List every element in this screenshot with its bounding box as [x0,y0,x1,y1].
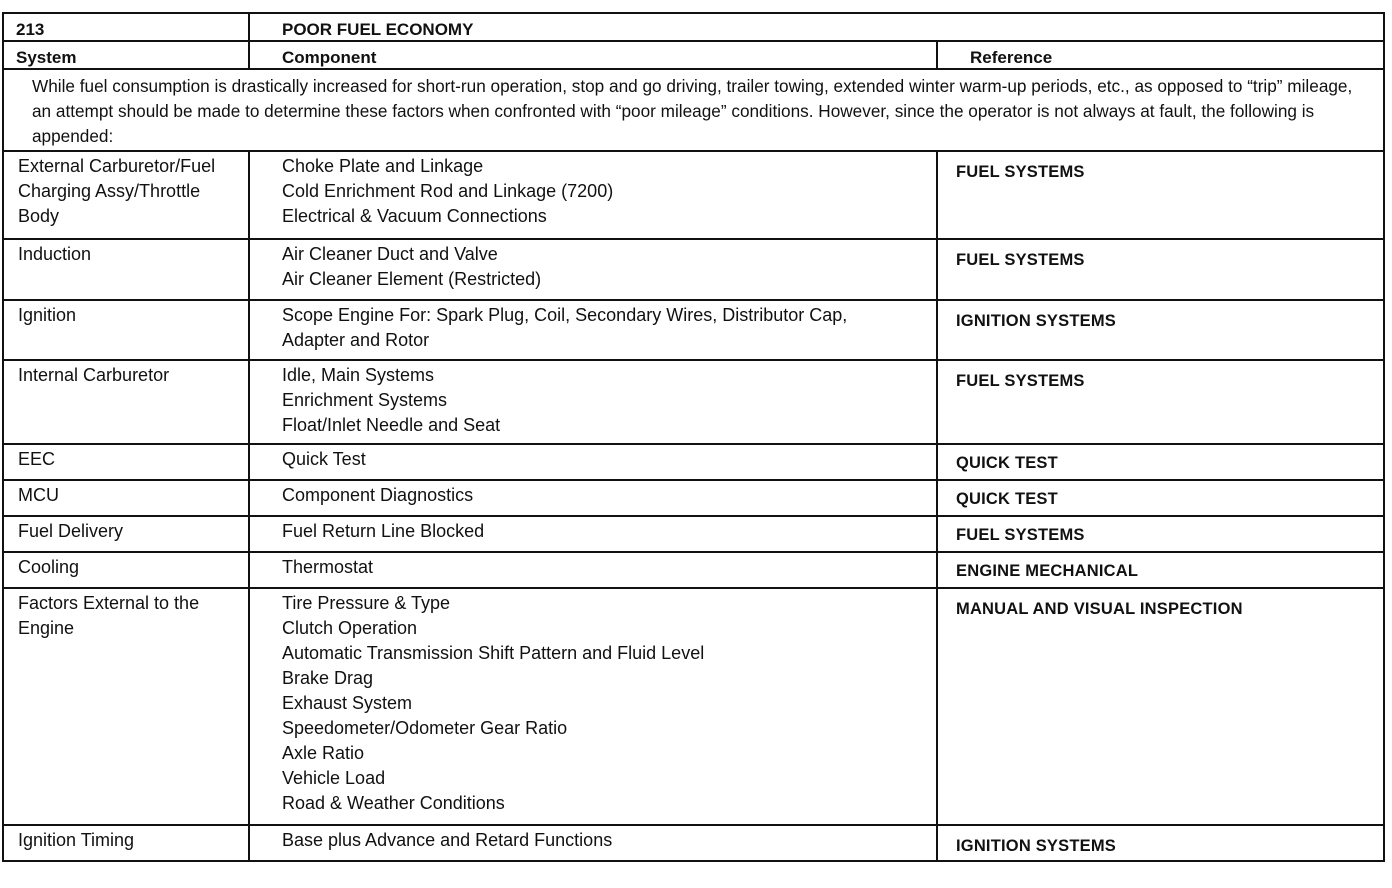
component-item: Automatic Transmission Shift Pattern and Fluid Level [282,643,705,663]
component-cell [249,552,937,588]
table-row [3,444,1384,480]
component-cell [249,239,937,300]
component-item: Fuel Return Line Blocked [282,521,485,541]
component-list [250,553,936,580]
component-cell [249,516,937,552]
component-item: Scope Engine For: Spark Plug, Coil, Secondary Wires, Distributor Cap, [282,305,848,325]
component-list [250,481,936,508]
component-list [250,826,936,853]
table-row [3,552,1384,588]
system-cell [3,588,249,825]
reference-label: QUICK TEST [956,454,1058,472]
component-list [250,445,936,472]
system-name [4,553,248,580]
reference-cell [937,444,1384,480]
system-name [4,152,248,229]
system-name [4,240,248,267]
system-line: Body [18,206,60,226]
table-row [3,300,1384,360]
system-header: System [16,48,77,67]
component-cell [249,300,937,360]
system-line: EEC [18,449,56,469]
system-name [4,445,248,472]
reference-header: Reference [970,48,1053,67]
system-cell [3,552,249,588]
system-name [4,589,248,641]
reference-cell [937,239,1384,300]
component-item: Axle Ratio [282,743,365,763]
system-line: Ignition [18,305,77,325]
component-item: Idle, Main Systems [282,365,435,385]
component-item: Quick Test [282,449,366,469]
table-row [3,151,1384,239]
reference-header-cell [937,41,1384,69]
reference-label: IGNITION SYSTEMS [956,837,1116,855]
system-name [4,301,248,328]
reference-label: IGNITION SYSTEMS [956,312,1116,330]
component-item: Float/Inlet Needle and Seat [282,415,501,435]
column-header-row [3,41,1384,69]
system-name [4,361,248,388]
component-item: Speedometer/Odometer Gear Ratio [282,718,568,738]
intro-paragraph: While fuel consumption is drastically increased for short-run operation, stop and go driving, trailer towing, extended winter warm-up periods, etc., as opposed to “trip” mileage, an attempt should be made to determine these factors when confronted with “poor mileage” conditions. However, since the operator is not always at fault, the following is appended: [32,76,1353,146]
system-line: Induction [18,244,92,264]
system-line: Ignition Timing [18,830,135,850]
system-name [4,517,248,544]
table-row [3,516,1384,552]
component-item: Cold Enrichment Rod and Linkage (7200) [282,181,614,201]
procedure-code-cell [3,13,249,41]
component-item: Choke Plate and Linkage [282,156,484,176]
procedure-code: 213 [16,20,45,39]
system-line: Charging Assy/Throttle [18,181,201,201]
system-line: Cooling [18,557,80,577]
system-cell [3,360,249,444]
reference-cell [937,480,1384,516]
component-list [250,517,936,544]
component-cell [249,825,937,861]
component-item: Base plus Advance and Retard Functions [282,830,613,850]
system-cell [3,444,249,480]
table-row [3,239,1384,300]
component-item: Electrical & Vacuum Connections [282,206,547,226]
system-line: Factors External to the [18,593,200,613]
system-cell [3,516,249,552]
reference-cell [937,151,1384,239]
system-cell [3,825,249,861]
component-item: Road & Weather Conditions [282,793,505,813]
table-row [3,360,1384,444]
component-header: Component [282,48,377,67]
reference-label: QUICK TEST [956,490,1058,508]
reference-cell [937,516,1384,552]
component-cell [249,151,937,239]
system-line: Internal Carburetor [18,365,170,385]
system-cell [3,300,249,360]
component-list [250,301,936,353]
system-cell [3,151,249,239]
component-item: Thermostat [282,557,374,577]
component-item: Component Diagnostics [282,485,474,505]
component-item: Air Cleaner Element (Restricted) [282,269,542,289]
component-list [250,240,936,292]
component-list [250,361,936,438]
reference-cell [937,588,1384,825]
component-item: Adapter and Rotor [282,330,430,350]
system-line: Fuel Delivery [18,521,124,541]
component-list [250,589,936,816]
system-name [4,826,248,853]
intro-cell [3,69,1384,151]
system-line: Engine [18,618,75,638]
component-item: Tire Pressure & Type [282,593,451,613]
component-header-cell [249,41,937,69]
component-cell [249,360,937,444]
component-cell [249,444,937,480]
reference-label: FUEL SYSTEMS [956,372,1085,390]
diagnosis-table [2,12,1385,862]
system-name [4,481,248,508]
component-item: Exhaust System [282,693,413,713]
intro-row [3,69,1384,151]
component-list [250,152,936,229]
system-cell [3,239,249,300]
component-item: Enrichment Systems [282,390,448,410]
reference-label: MANUAL AND VISUAL INSPECTION [956,600,1243,618]
reference-label: ENGINE MECHANICAL [956,562,1139,580]
table-row [3,588,1384,825]
component-cell [249,588,937,825]
reference-label: FUEL SYSTEMS [956,163,1085,181]
procedure-title-cell [249,13,1384,41]
reference-cell [937,552,1384,588]
system-line: MCU [18,485,59,505]
reference-cell [937,825,1384,861]
component-item: Brake Drag [282,668,374,688]
component-cell [249,480,937,516]
system-line: External Carburetor/Fuel [18,156,216,176]
system-header-cell [3,41,249,69]
system-cell [3,480,249,516]
component-item: Air Cleaner Duct and Valve [282,244,498,264]
procedure-title: POOR FUEL ECONOMY [282,20,474,39]
title-row [3,13,1384,41]
component-item: Clutch Operation [282,618,418,638]
table-row [3,480,1384,516]
reference-label: FUEL SYSTEMS [956,251,1085,269]
component-item: Vehicle Load [282,768,386,788]
reference-label: FUEL SYSTEMS [956,526,1085,544]
reference-cell [937,360,1384,444]
table-row [3,825,1384,861]
reference-cell [937,300,1384,360]
